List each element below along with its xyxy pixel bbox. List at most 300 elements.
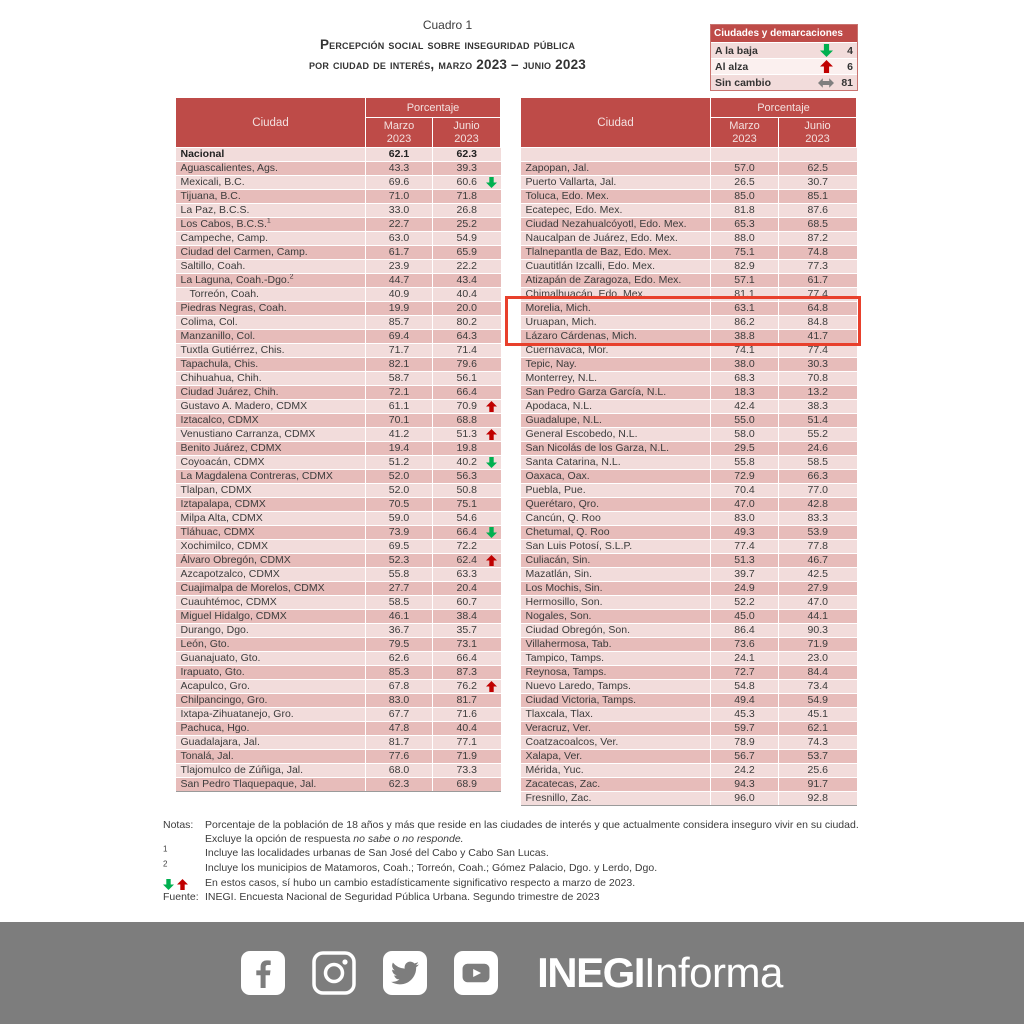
table-row (521, 246, 857, 260)
junio-value: 80.2 (433, 316, 501, 330)
marzo-value: 62.1 (366, 148, 433, 162)
city-name: Aguascalientes, Ags. (176, 162, 366, 176)
table-row (521, 190, 857, 204)
junio-value: 44.1 (779, 610, 857, 624)
city-name (521, 148, 711, 162)
city-name: Xalapa, Ver. (521, 750, 711, 764)
note-footnote-1: $^1$ Incluye las localidades urbanas de San José del Cabo y Cabo San Lucas. (163, 844, 549, 860)
marzo-value: 73.6 (711, 638, 779, 652)
marzo-value: 55.8 (711, 456, 779, 470)
table-row (521, 484, 857, 498)
page-title-line2: por ciudad de interés, marzo 2023 – junio 2023 (308, 56, 587, 72)
city-name: Apodaca, N.L. (521, 400, 711, 414)
city-name: Miguel Hidalgo, CDMX (176, 610, 366, 624)
city-name: Uruapan, Mich. (521, 316, 711, 330)
marzo-value: 33.0 (366, 204, 433, 218)
table-row (176, 218, 501, 232)
junio-value: 73.3 (433, 764, 501, 778)
marzo-value: 52.0 (366, 484, 433, 498)
table-row (176, 442, 501, 456)
table-row (176, 358, 501, 372)
junio-value: 66.4 (433, 526, 501, 540)
junio-value: 73.4 (779, 680, 857, 694)
table-body (521, 148, 857, 806)
table-row (521, 288, 857, 302)
table-row (176, 582, 501, 596)
marzo-value: 88.0 (711, 232, 779, 246)
notes-block (163, 819, 869, 906)
note-general: Notas: Porcentaje de la población de 18 años y más que reside en las ciudades de interés y que actualmente considera inseguro vivir en su ciudad. Excluye la opción de respuesta no sabe o no responde. (163, 819, 859, 845)
marzo-value: 43.3 (366, 162, 433, 176)
arrow-up-icon (815, 60, 837, 73)
city-name: Colima, Col. (176, 316, 366, 330)
junio-value: 71.9 (433, 750, 501, 764)
junio-value: 41.7 (779, 330, 857, 344)
table-row (521, 470, 857, 484)
junio-value: 68.5 (779, 218, 857, 232)
city-name: Culiacán, Sin. (521, 554, 711, 568)
table-row (521, 610, 857, 624)
table-row (176, 498, 501, 512)
city-name: Tlaxcala, Tlax. (521, 708, 711, 722)
perception-table-left (175, 97, 501, 792)
junio-value: 25.6 (779, 764, 857, 778)
city-name: Cancún, Q. Roo (521, 512, 711, 526)
junio-value: 51.3 (433, 428, 501, 442)
table-row (521, 232, 857, 246)
table-row (176, 316, 501, 330)
city-name: Los Mochis, Sin. (521, 582, 711, 596)
marzo-value: 65.3 (711, 218, 779, 232)
junio-value: 77.4 (779, 344, 857, 358)
marzo-value: 23.9 (366, 260, 433, 274)
junio-value: 72.2 (433, 540, 501, 554)
city-name: Tláhuac, CDMX (176, 526, 366, 540)
table-row (521, 442, 857, 456)
page-title-line1: Percepción social sobre inseguridad pública (319, 37, 576, 52)
city-name: Guadalupe, N.L. (521, 414, 711, 428)
table-row (521, 162, 857, 176)
junio-value: 71.6 (433, 708, 501, 722)
city-name: Durango, Dgo. (176, 624, 366, 638)
table-row (176, 372, 501, 386)
junio-value: 40.4 (433, 722, 501, 736)
city-name: Lázaro Cárdenas, Mich. (521, 330, 711, 344)
city-name: Atizapán de Zaragoza, Edo. Mex. (521, 274, 711, 288)
marzo-value: 85.7 (366, 316, 433, 330)
junio-value: 66.4 (433, 386, 501, 400)
column-header-marzo: Marzo 2023 (366, 118, 433, 148)
table-row (176, 596, 501, 610)
marzo-value: 69.5 (366, 540, 433, 554)
marzo-value: 59.7 (711, 722, 779, 736)
junio-value: 38.4 (433, 610, 501, 624)
table-row (176, 176, 501, 190)
marzo-value: 29.5 (711, 442, 779, 456)
junio-value: 23.0 (779, 652, 857, 666)
table-row (521, 372, 857, 386)
junio-value: 71.9 (779, 638, 857, 652)
marzo-value: 57.0 (711, 162, 779, 176)
city-name: Chihuahua, Chih. (176, 372, 366, 386)
column-header-ciudad: Ciudad (521, 98, 711, 148)
note-significance: En estos casos, sí hubo un cambio estadísticamente significativo respecto a marzo de 2023. (163, 877, 869, 891)
marzo-value: 46.1 (366, 610, 433, 624)
junio-value: 61.7 (779, 274, 857, 288)
source-text: INEGI. Encuesta Nacional de Seguridad Pública Urbana. Segundo trimestre de 2023 (205, 891, 600, 904)
table-row (521, 568, 857, 582)
table-row (521, 274, 857, 288)
marzo-value: 81.7 (366, 736, 433, 750)
city-name: Hermosillo, Son. (521, 596, 711, 610)
marzo-value: 45.0 (711, 610, 779, 624)
table-header (521, 98, 857, 148)
city-name: La Magdalena Contreras, CDMX (176, 470, 366, 484)
junio-value: 38.3 (779, 400, 857, 414)
city-name: Acapulco, Gro. (176, 680, 366, 694)
footer-bar (0, 922, 1024, 1024)
arrow-up-icon (486, 681, 497, 692)
marzo-value: 96.0 (711, 792, 779, 806)
marzo-value (711, 148, 779, 162)
junio-value: 43.4 (433, 274, 501, 288)
city-name: Veracruz, Ver. (521, 722, 711, 736)
marzo-value: 71.7 (366, 344, 433, 358)
city-name: San Pedro Tlaquepaque, Jal. (176, 778, 366, 792)
city-name: Ciudad Obregón, Son. (521, 624, 711, 638)
table-row (176, 456, 501, 470)
table-row (521, 428, 857, 442)
twitter-icon[interactable] (383, 951, 427, 995)
city-name: Ecatepec, Edo. Mex. (521, 204, 711, 218)
city-name: San Luis Potosí, S.L.P. (521, 540, 711, 554)
marzo-value: 72.7 (711, 666, 779, 680)
city-name: Guadalajara, Jal. (176, 736, 366, 750)
table-row (176, 190, 501, 204)
marzo-value: 54.8 (711, 680, 779, 694)
table-row (521, 302, 857, 316)
table-row (176, 400, 501, 414)
junio-value: 70.8 (779, 372, 857, 386)
table-row (176, 428, 501, 442)
marzo-value: 86.2 (711, 316, 779, 330)
marzo-value: 55.8 (366, 568, 433, 582)
junio-value: 81.7 (433, 694, 501, 708)
table-header (176, 98, 501, 148)
marzo-value: 24.2 (711, 764, 779, 778)
city-name: Benito Juárez, CDMX (176, 442, 366, 456)
marzo-value: 77.6 (366, 750, 433, 764)
city-name: Mérida, Yuc. (521, 764, 711, 778)
city-name: Nogales, Son. (521, 610, 711, 624)
junio-value: 30.3 (779, 358, 857, 372)
table-row (521, 148, 857, 162)
city-name: Tlalpan, CDMX (176, 484, 366, 498)
marzo-value: 57.1 (711, 274, 779, 288)
junio-value: 54.9 (779, 694, 857, 708)
city-name: Los Cabos, B.C.S.$^1$ (176, 218, 366, 232)
junio-value: 92.8 (779, 792, 857, 806)
junio-value: 76.2 (433, 680, 501, 694)
table-row (521, 778, 857, 792)
junio-value: 64.8 (779, 302, 857, 316)
marzo-value: 72.1 (366, 386, 433, 400)
arrow-down-icon (486, 457, 497, 468)
table-row (521, 414, 857, 428)
junio-value: 87.2 (779, 232, 857, 246)
table-row (521, 540, 857, 554)
table-row (176, 750, 501, 764)
marzo-value: 81.1 (711, 288, 779, 302)
table-row (521, 386, 857, 400)
city-name: Naucalpan de Juárez, Edo. Mex. (521, 232, 711, 246)
marzo-value: 51.2 (366, 456, 433, 470)
table-row (176, 680, 501, 694)
junio-value: 46.7 (779, 554, 857, 568)
junio-value: 84.8 (779, 316, 857, 330)
city-name: Toluca, Edo. Mex. (521, 190, 711, 204)
marzo-value: 41.2 (366, 428, 433, 442)
junio-value: 91.7 (779, 778, 857, 792)
marzo-value: 70.1 (366, 414, 433, 428)
marzo-value: 71.0 (366, 190, 433, 204)
junio-value: 40.4 (433, 288, 501, 302)
marzo-value: 52.3 (366, 554, 433, 568)
marzo-value: 19.4 (366, 442, 433, 456)
city-name: Azcapotzalco, CDMX (176, 568, 366, 582)
facebook-icon[interactable] (241, 951, 285, 995)
marzo-value: 47.8 (366, 722, 433, 736)
junio-value: 77.0 (779, 484, 857, 498)
table-row (176, 246, 501, 260)
table-row (521, 694, 857, 708)
junio-value: 71.8 (433, 190, 501, 204)
city-name: Saltillo, Coah. (176, 260, 366, 274)
junio-value: 87.3 (433, 666, 501, 680)
marzo-value: 94.3 (711, 778, 779, 792)
marzo-value: 67.7 (366, 708, 433, 722)
junio-value: 25.2 (433, 218, 501, 232)
city-name: Querétaro, Qro. (521, 498, 711, 512)
junio-value: 22.2 (433, 260, 501, 274)
city-name: Zacatecas, Zac. (521, 778, 711, 792)
youtube-icon[interactable] (454, 951, 498, 995)
city-name: Cuautitlán Izcalli, Edo. Mex. (521, 260, 711, 274)
arrow-up-icon (486, 429, 497, 440)
city-name: General Escobedo, N.L. (521, 428, 711, 442)
table-row (521, 218, 857, 232)
marzo-value: 40.9 (366, 288, 433, 302)
table-row (176, 708, 501, 722)
city-name: Cuernavaca, Mor. (521, 344, 711, 358)
column-header-porcentaje: Porcentaje (366, 98, 501, 118)
marzo-value: 61.7 (366, 246, 433, 260)
city-name: Mazatlán, Sin. (521, 568, 711, 582)
marzo-value: 83.0 (366, 694, 433, 708)
column-header-junio: Junio 2023 (433, 118, 501, 148)
junio-value: 77.8 (779, 540, 857, 554)
marzo-value: 85.0 (711, 190, 779, 204)
marzo-value: 59.0 (366, 512, 433, 526)
junio-value: 45.1 (779, 708, 857, 722)
table-row (521, 400, 857, 414)
junio-value: 54.6 (433, 512, 501, 526)
legend-row-alza (711, 58, 857, 74)
table-row (176, 764, 501, 778)
table-row (521, 512, 857, 526)
table-row (521, 792, 857, 806)
table-row (521, 260, 857, 274)
table-row (521, 722, 857, 736)
table-row (521, 316, 857, 330)
marzo-value: 72.9 (711, 470, 779, 484)
junio-value: 68.8 (433, 414, 501, 428)
legend-header: Ciudades y demarcaciones (711, 25, 857, 42)
marzo-value: 27.7 (366, 582, 433, 596)
junio-value: 62.5 (779, 162, 857, 176)
column-header-porcentaje: Porcentaje (711, 98, 857, 118)
marzo-value: 22.7 (366, 218, 433, 232)
city-name: Tlalnepantla de Baz, Edo. Mex. (521, 246, 711, 260)
city-name: San Nicolás de los Garza, N.L. (521, 442, 711, 456)
junio-value: 74.8 (779, 246, 857, 260)
marzo-value: 62.3 (366, 778, 433, 792)
junio-value: 79.6 (433, 358, 501, 372)
junio-value: 53.9 (779, 526, 857, 540)
junio-value: 42.8 (779, 498, 857, 512)
table-row (176, 778, 501, 792)
marzo-value: 83.0 (711, 512, 779, 526)
table-row (521, 498, 857, 512)
city-name: Venustiano Carranza, CDMX (176, 428, 366, 442)
junio-value: 77.4 (779, 288, 857, 302)
junio-value: 13.2 (779, 386, 857, 400)
brand-informa: Informa (643, 949, 783, 996)
junio-value: 64.3 (433, 330, 501, 344)
junio-value: 74.3 (779, 736, 857, 750)
junio-value: 60.7 (433, 596, 501, 610)
city-name: Piedras Negras, Coah. (176, 302, 366, 316)
junio-value: 73.1 (433, 638, 501, 652)
marzo-value: 36.7 (366, 624, 433, 638)
marzo-value: 69.6 (366, 176, 433, 190)
table-row (176, 694, 501, 708)
marzo-value: 58.7 (366, 372, 433, 386)
city-name: Reynosa, Tamps. (521, 666, 711, 680)
table-row (521, 764, 857, 778)
marzo-value: 78.9 (711, 736, 779, 750)
city-name: Xochimilco, CDMX (176, 540, 366, 554)
note-label: Notas: (163, 819, 194, 831)
arrow-left-right-icon (815, 77, 837, 89)
city-name: Nacional (176, 148, 366, 162)
legend-count: 4 (847, 44, 853, 57)
marzo-value: 24.9 (711, 582, 779, 596)
city-name: Santa Catarina, N.L. (521, 456, 711, 470)
table-row (176, 666, 501, 680)
legend-row-baja (711, 42, 857, 58)
table-row (521, 554, 857, 568)
city-name: Tlajomulco de Zúñiga, Jal. (176, 764, 366, 778)
city-name: Ciudad del Carmen, Camp. (176, 246, 366, 260)
city-name: Iztapalapa, CDMX (176, 498, 366, 512)
marzo-value: 39.7 (711, 568, 779, 582)
city-name: Tapachula, Chis. (176, 358, 366, 372)
marzo-value: 24.1 (711, 652, 779, 666)
table-row (176, 610, 501, 624)
table-row (176, 638, 501, 652)
junio-value: 62.4 (433, 554, 501, 568)
note-source (163, 891, 869, 905)
marzo-value: 74.1 (711, 344, 779, 358)
city-name: La Laguna, Coah.-Dgo.$^2$ (176, 274, 366, 288)
city-name: Oaxaca, Oax. (521, 470, 711, 484)
marzo-value: 58.0 (711, 428, 779, 442)
marzo-value: 58.5 (366, 596, 433, 610)
marzo-value: 49.4 (711, 694, 779, 708)
table-row (176, 512, 501, 526)
marzo-value: 49.3 (711, 526, 779, 540)
junio-value: 55.2 (779, 428, 857, 442)
table-row (176, 736, 501, 750)
junio-value: 62.1 (779, 722, 857, 736)
table-row (521, 652, 857, 666)
marzo-value: 52.0 (366, 470, 433, 484)
city-name: Manzanillo, Col. (176, 330, 366, 344)
junio-value: 19.8 (433, 442, 501, 456)
marzo-value: 82.9 (711, 260, 779, 274)
marzo-value: 38.8 (711, 330, 779, 344)
legend-label: Sin cambio (715, 76, 772, 89)
table-row (176, 414, 501, 428)
junio-value: 70.9 (433, 400, 501, 414)
city-name: Ixtapa-Zihuatanejo, Gro. (176, 708, 366, 722)
marzo-value: 77.4 (711, 540, 779, 554)
marzo-value: 63.1 (711, 302, 779, 316)
junio-value: 24.6 (779, 442, 857, 456)
junio-value: 77.1 (433, 736, 501, 750)
table-row (176, 624, 501, 638)
table-row (521, 736, 857, 750)
table-row (521, 526, 857, 540)
table-row (521, 330, 857, 344)
instagram-icon[interactable] (312, 951, 356, 995)
marzo-value: 19.9 (366, 302, 433, 316)
junio-value: 75.1 (433, 498, 501, 512)
table-row (176, 302, 501, 316)
table-row (521, 204, 857, 218)
city-name: Ciudad Juárez, Chih. (176, 386, 366, 400)
junio-value: 26.8 (433, 204, 501, 218)
marzo-value: 69.4 (366, 330, 433, 344)
marzo-value: 68.0 (366, 764, 433, 778)
city-name: Tonalá, Jal. (176, 750, 366, 764)
perception-table-right (520, 97, 857, 806)
city-name: Puebla, Pue. (521, 484, 711, 498)
legend-count: 6 (847, 60, 853, 73)
city-name: Chimalhuacán, Edo. Mex. (521, 288, 711, 302)
city-name: Zapopan, Jal. (521, 162, 711, 176)
marzo-value: 55.0 (711, 414, 779, 428)
table-row (176, 470, 501, 484)
column-header-marzo: Marzo 2023 (711, 118, 779, 148)
legend-count: 81 (841, 76, 853, 89)
junio-value: 54.9 (433, 232, 501, 246)
junio-value: 56.1 (433, 372, 501, 386)
junio-value: 83.3 (779, 512, 857, 526)
marzo-value: 61.1 (366, 400, 433, 414)
city-name: Irapuato, Gto. (176, 666, 366, 680)
